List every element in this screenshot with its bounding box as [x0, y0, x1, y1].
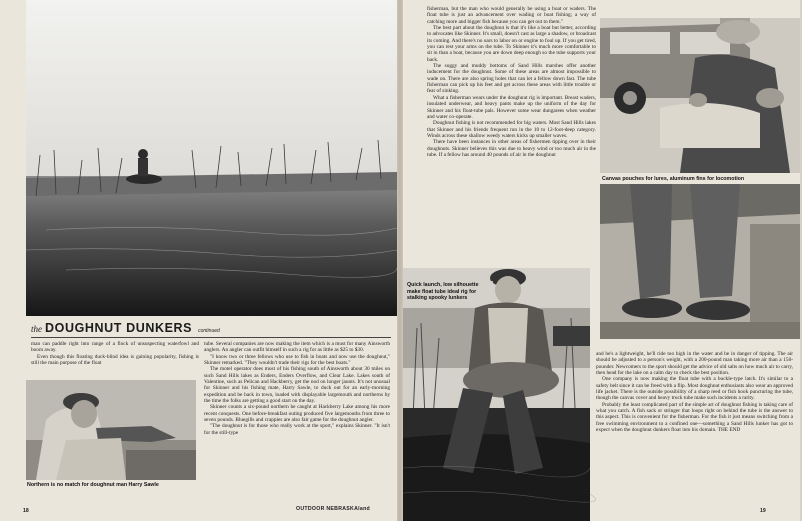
paragraph: "The doughnut is for those who really work at the sport," explains Skinner. "It isn't for the still-type	[204, 423, 390, 436]
heading-the: the	[31, 324, 42, 334]
paragraph: Doughnut fishing is not recommended for big waters. Most Sand Hills lakes that Skinner and his friends frequent run in the 10 to 12-foot-deep category. Winds across these shallow weedy waters kicks up smaller waves.	[427, 120, 596, 139]
waders-photo	[600, 184, 800, 339]
canvas-pouch-photo	[600, 18, 800, 173]
paragraph: The motel operator does most of his fishing south of Ainsworth about 30 miles on such Sand Hills lakes as Enders, Enders Overflow, and Clear Lake. Lakes south of Valentine, such as Pelican and Hackberry, get the nod on longer jaunts. It's not unusual for Skinner and his fishing mate, Harry Sawle, to duck out for an early-morning expedition and be back in town, loaded with displayable largemouth and northerns by the time the folks are getting a good start on the day.	[204, 366, 390, 405]
paragraph: Even though this floating duck-blind idea is gaining popularity, fishing is still the main purpose of the float	[31, 353, 199, 367]
paragraph: The best part about the doughnut is that it's like a boat but better, according to advocates like Skinner. It's small, doesn't cast as large a shadow, or broadcast its coming. And there's no oars to labor on or engine to foul up. If you get tired, you can rest your arms on the tube. To Skinner it's much more comfortable to sit in than a boat, because you are down deep enough so the tube supports your back.	[427, 25, 596, 63]
left-page	[0, 0, 397, 521]
right-column-2	[596, 351, 793, 433]
heading-continued: continued	[198, 328, 220, 334]
page-number-right: 19	[760, 508, 766, 514]
caption-sawle: Northern is no match for doughnut man Harry Sawle	[27, 482, 159, 488]
magazine-name: OUTDOOR NEBRASKAland	[296, 506, 371, 512]
paragraph: One company is now making the float tube with a buckle-type latch. It's similar to a safety belt since it can be freed with a flip. Most doughnut enthusiasts also wear an approved life jacket. There is the outside possibility of a sharp reed or fish hook puncturing the tube, though the canvas cover and heavy truck tube make such incidents a rarity.	[596, 376, 793, 402]
left-column-2	[204, 341, 390, 436]
right-column-1	[427, 6, 596, 158]
left-column-1	[31, 341, 199, 366]
marsh-photo	[26, 0, 397, 316]
paragraph: Skinner counts a six-pound northern he caught at Hackberry Lake among his more recent conquests. One before-breakfast outing produced five largemouths from three to seven pounds. Bluegills and crappies are also fair game for the doughnut angler.	[204, 404, 390, 424]
launch-photo	[403, 268, 590, 521]
paragraph: Probably the least complicated part of the simple art of doughnut fishing is taking care of what you catch. A fish sack or stringer that loops right on behind the tube is the answer to this aspect. This is convenient for the fisherman. For the fish it just means switching from a free swimming environment to a confined one—something a Sand Hills lunker has got to expect when the doughnut dunkers float into his domain. THE END	[596, 401, 793, 434]
heading-rule	[31, 337, 391, 338]
paragraph: fisherman, but the man who would generally be using a boat or waders. The float tube is just an advancement over wading or boat fishing; a way of catching more and bigger fish because you can get out to them."	[427, 6, 596, 25]
caption-canvas: Canvas pouches for lures, aluminum fins for locomotion	[602, 176, 745, 182]
article-heading	[31, 321, 220, 335]
paragraph: What a fisherman wears under the doughnut rig is important. Breast waders, insulated underwear, and heavy pants make up the uniform of the day for Skinner and his float-tube pals. However some wear dungarees when weather and water co-operate.	[427, 94, 596, 120]
sawle-photo	[26, 380, 196, 480]
page-number-left: 18	[23, 508, 29, 514]
paragraph: "I know two or three fellows who use to fish in boats and now use the doughnut," Skinner remarked. "They wouldn't trade their rigs for the best boats."	[204, 353, 390, 367]
paragraph: and he's a lightweight, he'll ride too high in the water and be in danger of tipping. The air should be adjusted to a person's weight, with a 200-pound man taking more air than a 150-pounder. Newcomers to the sport should get the advice of old salts on how much air to carry, then head for the lake on a calm day to check the best position.	[596, 351, 793, 377]
heading-title: DOUGHNUT DUNKERS	[45, 321, 193, 335]
paragraph: The soggy and muddy bottoms of Sand Hills marshes offer another inducement for the doughnut. Some of these areas are almost impossible to wade on. There are also spring holes that can let a fellow down fast. The tube fisherman can pick up his feet and get across these areas with little trouble or fear of sinking.	[427, 63, 596, 95]
caption-launch: Quick launch, low silhouette make float tube ideal rig for stalking spooky lunkers	[405, 281, 493, 303]
paragraph: man can paddle right into range of a flock of unsuspecting waterfowl and boom away.	[31, 341, 199, 354]
paragraph: tube. Several companies are now making the item which is a must for many Ainsworth anglers. An angler can outfit himself in such a rig for as little as $25 to $30.	[204, 341, 390, 354]
paragraph: There have been instances in other areas of fishermen tipping over in their doughnuts. Skinner believes this was due to heavy wind or too much air in the tube. If a fellow has around 40 pounds of air in the doughnut	[427, 139, 596, 158]
